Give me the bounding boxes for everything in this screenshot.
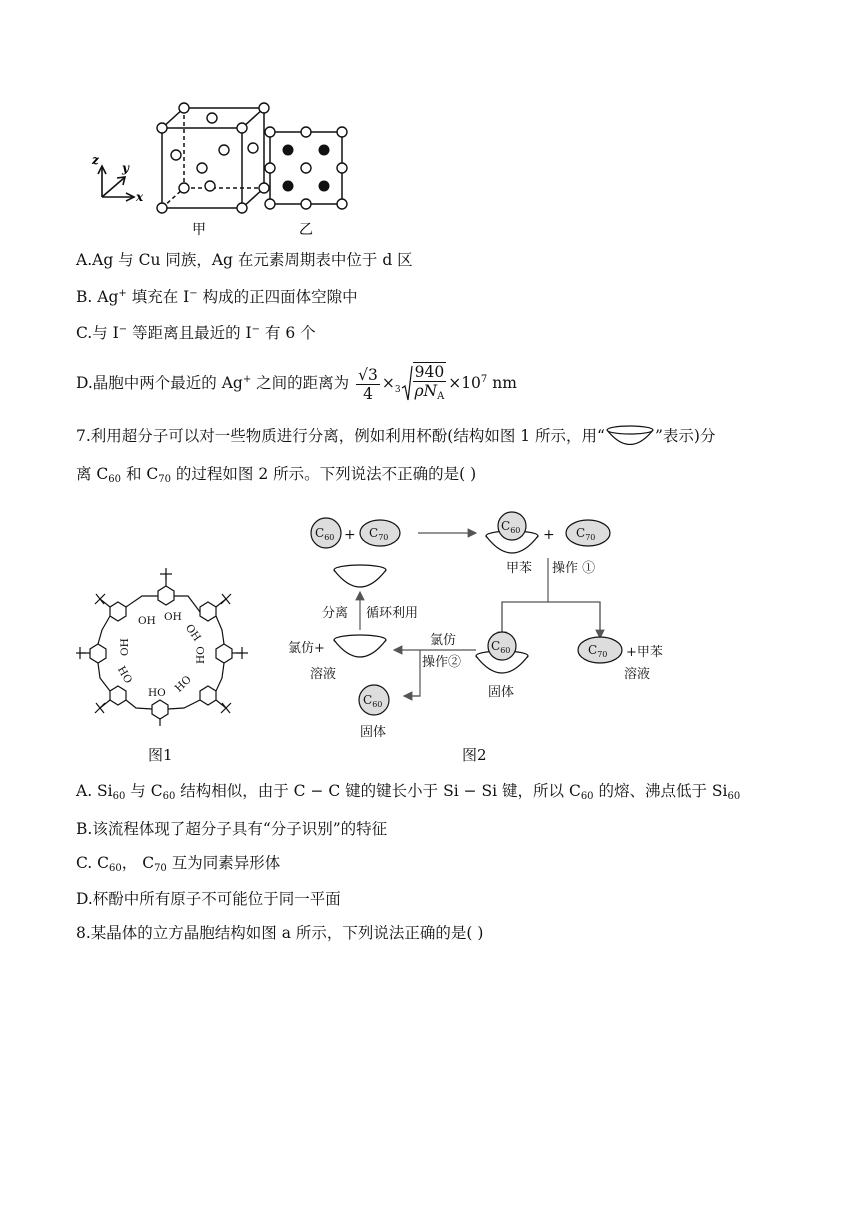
svg-text:HO: HO: [172, 673, 194, 695]
q7-option-b: B.该流程体现了超分子具有“分子识别”的特征: [76, 820, 388, 838]
svg-text:溶液: 溶液: [624, 667, 651, 682]
bowl-empty-middle: [334, 635, 386, 657]
svg-text:OH: OH: [164, 611, 182, 623]
ball-c60-bottom: [359, 685, 389, 715]
svg-text:HO: HO: [148, 687, 166, 699]
svg-text:C70: $C_{70}$: [576, 526, 596, 542]
bowl-empty-top: [334, 565, 386, 587]
ellipse-c70-top-right: [566, 520, 610, 546]
svg-text:+: +: [344, 527, 356, 543]
bowl-c60-top: [486, 512, 538, 553]
q7-stem-line2: 离 $C_{60}$ 和 $C_{70}$ 的过程如图 2 所示。下列说法不正确的是( ): [76, 465, 477, 485]
q6-option-a: A.Ag 与 Cu 同族，Ag 在元素周期表中位于 d 区: [76, 251, 413, 269]
q7-option-c: C. $C_{60}$， $C_{70}$ 互为同素异形体: [76, 854, 281, 874]
svg-text:HO: HO: [195, 646, 207, 664]
svg-text:OH: OH: [119, 638, 131, 656]
d-fraction: $\frac{√3}{4}$: [358, 365, 378, 403]
svg-text:固体: 固体: [360, 725, 387, 740]
fig2-caption: 图2: [462, 746, 487, 764]
svg-text:C60: $C_{60}$: [363, 693, 383, 709]
svg-text:+: +: [543, 527, 555, 543]
ball-c60-top: [311, 518, 341, 548]
svg-text:C60: $C_{60}$: [501, 519, 521, 535]
label-yi: 乙: [299, 222, 313, 238]
svg-text:固体: 固体: [488, 685, 515, 700]
q7-stem-line1: 7.利用超分子可以对一些物质进行分离，例如利用杯酚(结构如图 1 所示，用“ ”表示)分: [76, 427, 716, 445]
crystal-cell-figure: [84, 100, 356, 242]
svg-text:分离: 分离: [322, 606, 349, 621]
q6-option-b: B. Ag+ 填充在 I− 构成的正四面体空隙中: [76, 288, 358, 306]
bowl-icon: [605, 425, 655, 445]
svg-text:C70: $C_{70}$: [369, 526, 389, 542]
bowl-c60-middle: [476, 632, 528, 673]
axis-x-label: x: [136, 190, 144, 204]
calixarene-figure: [76, 568, 248, 728]
q8-stem: 8.某晶体的立方晶胞结构如图 a 所示，下列说法正确的是( ): [76, 924, 484, 942]
svg-text:氯仿: 氯仿: [430, 633, 457, 648]
q6-option-c: C.与 I− 等距离且最近的 I− 有 6 个: [76, 324, 316, 342]
svg-text:操作 ①: 操作 ①: [552, 561, 596, 576]
svg-text:氯仿+: 氯仿+: [288, 641, 325, 656]
separation-flow-figure: [280, 500, 680, 744]
svg-text:操作②: 操作②: [422, 655, 462, 670]
svg-text:甲苯: 甲苯: [506, 561, 533, 576]
q7-option-a: A. $Si_{60}$ 与 $C_{60}$ 结构相似，由于 C − C 键的键长小于 Si − Si 键，所以 $C_{60}$ 的熔、沸点低于 $Si_{60}$: [76, 782, 741, 802]
cube-root: $\frac{940}{\rho N_A}$: [401, 362, 449, 406]
svg-text:溶液: 溶液: [310, 667, 337, 682]
q7-option-d: D.杯酚中所有原子不可能位于同一平面: [76, 890, 341, 908]
label-jia: 甲: [192, 222, 206, 238]
svg-text:OH: OH: [138, 615, 156, 627]
ellipse-c70-top: [360, 520, 400, 546]
svg-text:OH: OH: [182, 622, 203, 644]
axis-z-label: z: [92, 153, 99, 167]
fig1-caption: 图1: [148, 746, 173, 764]
axis-y-label: y: [122, 161, 129, 175]
svg-text:C70: $C_{70}$: [588, 643, 608, 659]
ellipse-c70-right: [578, 637, 622, 663]
svg-text:循环利用: 循环利用: [366, 606, 419, 621]
svg-text:C60: $C_{60}$: [491, 639, 511, 655]
svg-text:C60: $C_{60}$: [315, 526, 335, 542]
svg-text:HO: HO: [114, 664, 135, 686]
svg-text:+甲苯: +甲苯: [626, 645, 663, 660]
q6-option-d: D.晶胞中两个最近的 Ag+ 之间的距离为 $\frac{√3}{4}$ $\times_3$ $\frac{940}{\rho N_A}$ $\times 10^7$ nm: [76, 360, 517, 410]
